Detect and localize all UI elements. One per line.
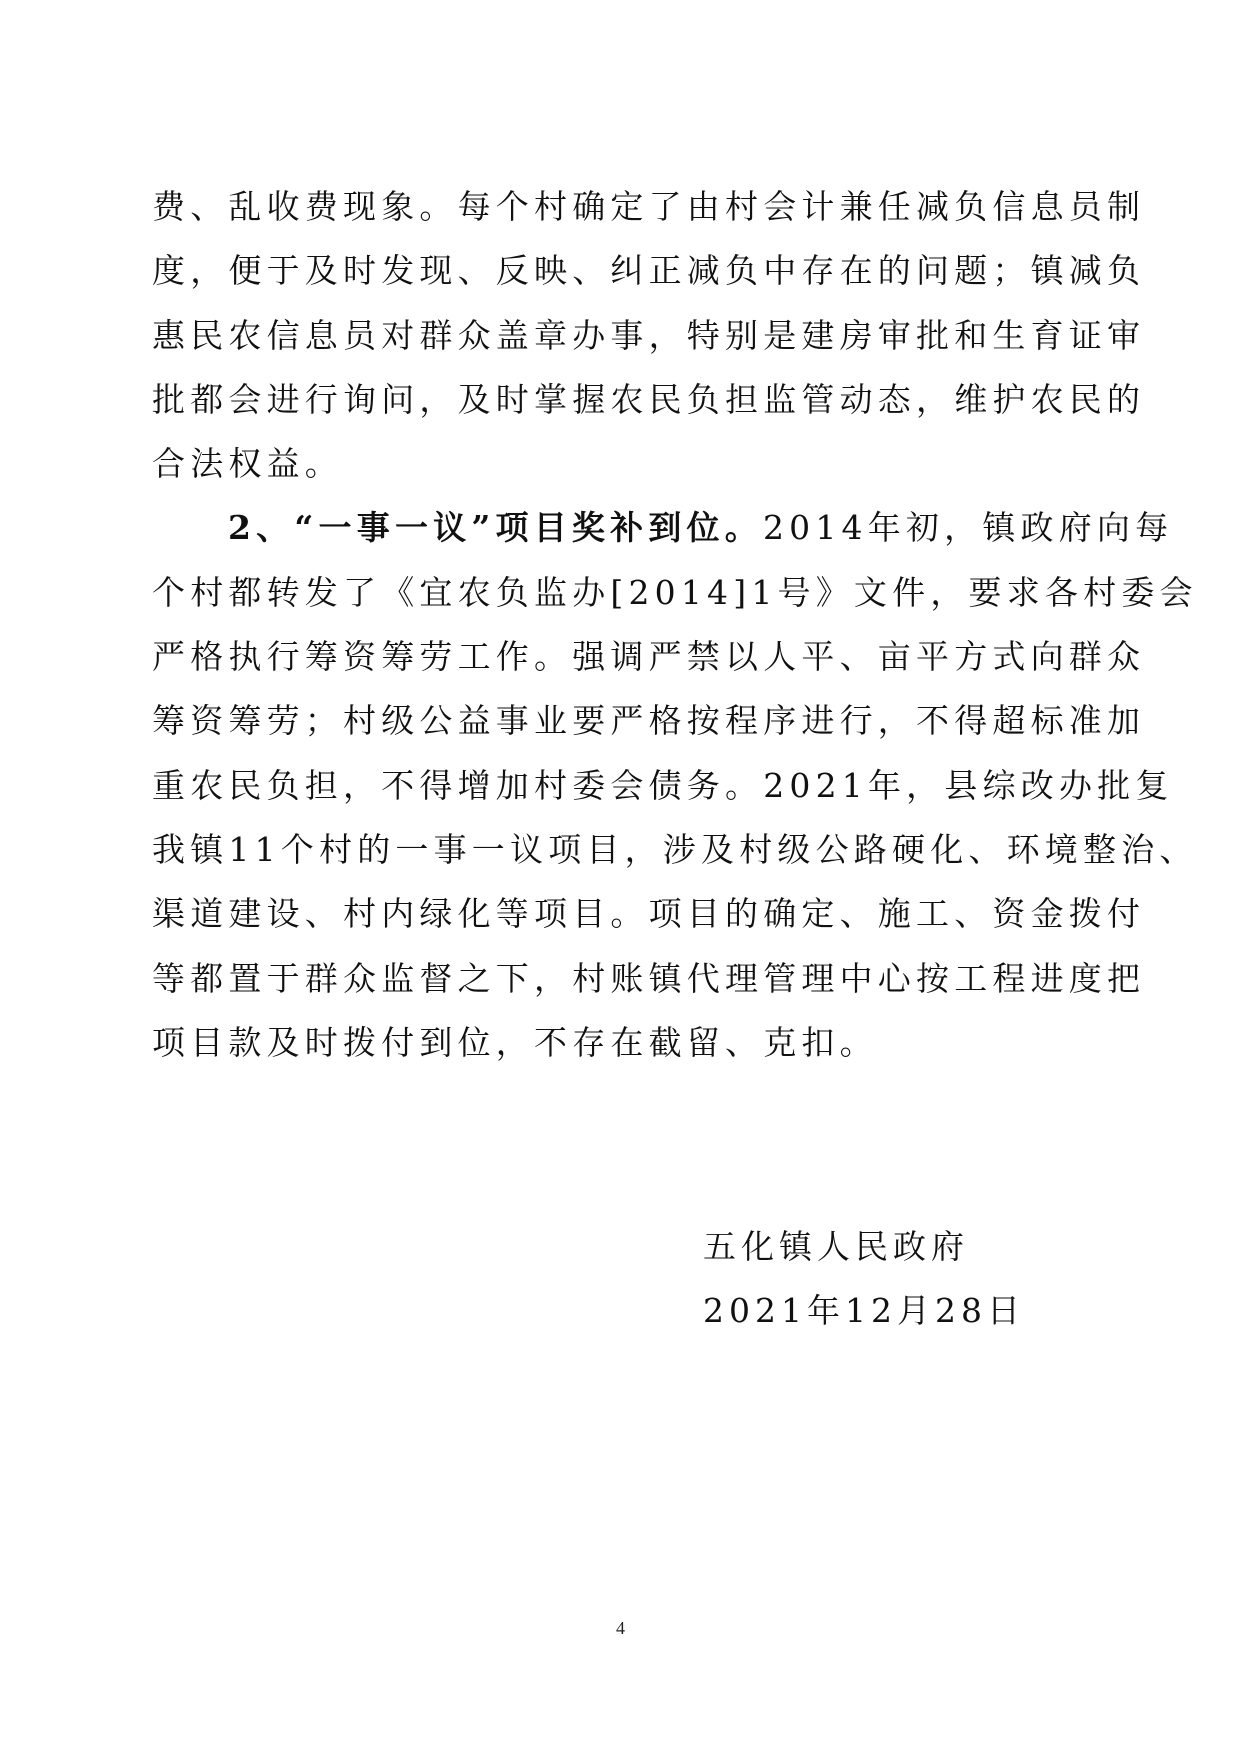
signature-date: 2021年12月28日 (703, 1291, 1025, 1330)
section-2-line: 筹资筹劳；村级公益事业要严格按程序进行，不得超标准加 (152, 701, 1146, 741)
paragraph-1-line-4: 批都会进行询问，及时掌握农民负担监管动态，维护农民的 (152, 379, 1146, 419)
section-2-first-line (152, 496, 1174, 560)
paragraph-1-line-3: 惠民农信息员对群众盖章办事，特别是建房审批和生育证审 (152, 315, 1146, 355)
signature-block (703, 1215, 1025, 1343)
section-2-line: 重农民负担，不得增加村委会债务。2021年，县综改办批复 (152, 765, 1174, 805)
section-2-line: 我镇11个村的一事一议项目，涉及村级公路硬化、环境整治、 (152, 829, 1198, 869)
section-2-line: 项目款及时拨付到位，不存在截留、克扣。 (152, 1022, 878, 1062)
section-2-line: 等都置于群众监督之下，村账镇代理管理中心按工程进度把 (152, 958, 1146, 998)
signature-organization: 五化镇人民政府 (703, 1227, 969, 1266)
section-2-line: 渠道建设、村内绿化等项目。项目的确定、施工、资金拨付 (152, 894, 1146, 934)
page-number: 4 (616, 1618, 625, 1638)
section-2-line: 个村都转发了《宜农负监办[2014]1号》文件，要求各村委会 (152, 572, 1198, 612)
paragraph-1-line-1: 费、乱收费现象。每个村确定了由村会计兼任减负信息员制 (152, 187, 1146, 226)
section-2-line: 严格执行筹资筹劳工作。强调严禁以人平、亩平方式向群众 (152, 637, 1146, 677)
paragraph-1-line-2: 度，便于及时发现、反映、纠正减负中存在的问题；镇减负 (152, 251, 1146, 291)
document-body (152, 175, 1198, 1075)
section-2-first-line-text: 2014年初，镇政府向每 (762, 508, 1174, 548)
paragraph-1-line-5: 合法权益。 (152, 444, 343, 484)
section-2-heading: 2、“一事一议”项目奖补到位。 (228, 508, 763, 548)
